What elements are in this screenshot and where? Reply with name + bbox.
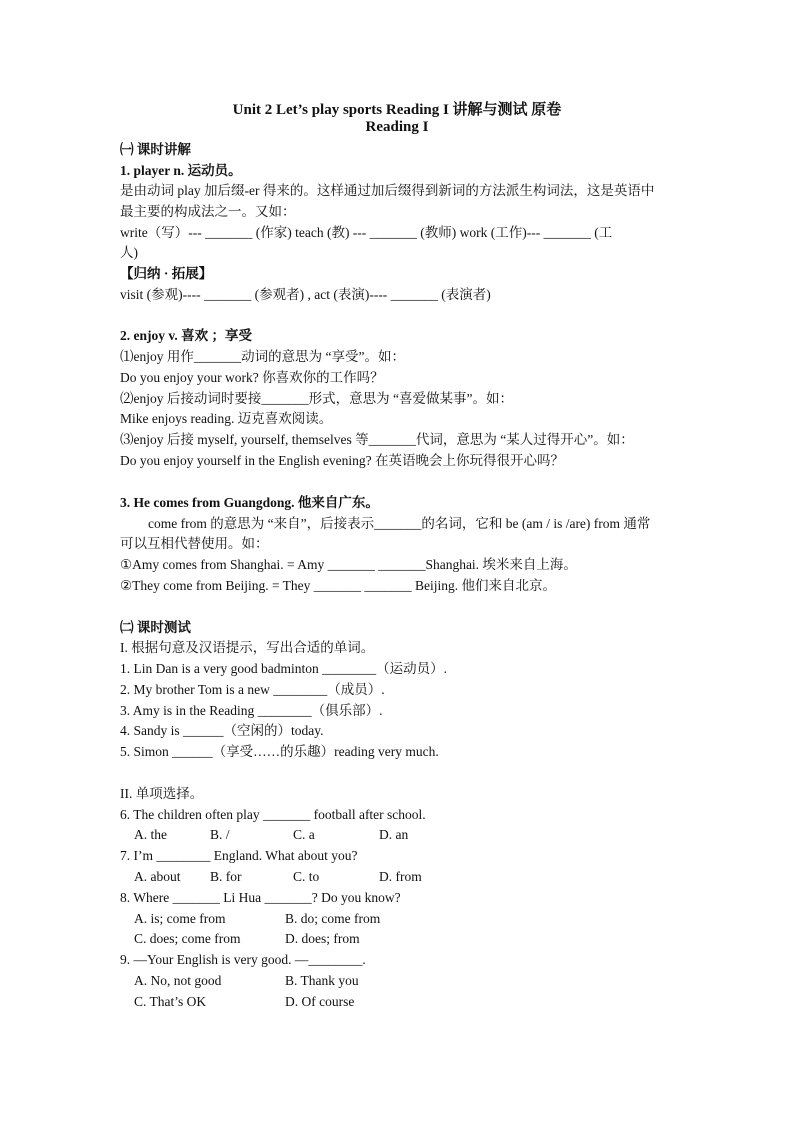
options-row [134, 930, 360, 948]
options-row [134, 993, 354, 1011]
option: A. about [134, 869, 181, 884]
part1-heading: ㈠ 课时讲解 [120, 142, 191, 157]
item2-heading: 2. enjoy v. 喜欢 ；享受 [120, 328, 253, 343]
fill-item: 4. Sandy is ______（空闲的）today. [120, 723, 324, 738]
options-row [134, 972, 359, 990]
item2-line: ⑴enjoy 用作_______动词的意思为 “享受”。如： [120, 349, 405, 364]
options-row [134, 868, 422, 886]
options-row [134, 910, 380, 928]
option: C. to [293, 869, 320, 884]
item1-text: 最主要的构成法之一。又如： [120, 204, 296, 219]
option: C. That’s OK [134, 994, 207, 1009]
option: C. a [293, 827, 315, 842]
fill-item: 1. Lin Dan is a very good badminton ________（运动员）. [120, 661, 447, 676]
document-title: Unit 2 Let’s play sports Reading I 讲解与测试 原卷 [232, 102, 562, 118]
section1-title: I. 根据句意及汉语提示，写出合适的单词。 [120, 640, 375, 655]
option: B. do; come from [285, 911, 381, 926]
expand-heading: 【归纳 · 拓展】 [120, 266, 213, 281]
item3-heading: 3. He comes from Guangdong. 他来自广东。 [120, 495, 379, 510]
option: D. does; from [285, 931, 360, 946]
item2-line: Do you enjoy your work? 你喜欢你的工作吗？ [120, 370, 384, 385]
item3-line: 可以互相代替使用。如： [120, 536, 269, 551]
option: A. is; come from [134, 911, 226, 926]
option: A. the [134, 827, 167, 842]
fill-item: 5. Simon ______（享受……的乐趣）reading very much. [120, 744, 439, 759]
option: C. does; come from [134, 931, 241, 946]
options-row [134, 826, 408, 844]
question: 7. I’m ________ England. What about you? [120, 848, 358, 863]
item1-text: 人) [120, 245, 138, 260]
question: 6. The children often play _______ football after school. [120, 807, 426, 822]
expand-text: visit (参观)---- _______ (参观者) , act (表演)---- _______ (表演者) [120, 287, 491, 302]
item3-line: ②They come from Beijing. = They _______ _______ Beijing. 他们来自北京。 [120, 578, 557, 593]
item3-line: ①Amy comes from Shanghai. = Amy _______ _______Shanghai. 埃米来自上海。 [120, 557, 577, 572]
question: 8. Where _______ Li Hua _______? Do you know? [120, 890, 401, 905]
option: D. from [379, 869, 422, 884]
option: D. an [379, 827, 409, 842]
option: B. Thank you [285, 973, 359, 988]
item2-line: ⑵enjoy 后接动词时要接_______形式，意思为 “喜爱做某事”。如： [120, 391, 513, 406]
item2-line: Do you enjoy yourself in the English evening? 在英语晚会上你玩得很开心吗？ [120, 453, 564, 468]
document-subtitle: Reading I [365, 119, 429, 135]
item2-line: ⑶enjoy 后接 myself, yourself, themselves 等_______代词，意思为 “某人过得开心”。如： [120, 432, 634, 447]
item1-text: 是由动词 play 加后缀-er 得来的。这样通过加后缀得到新词的方法派生构词法，这是英语中 [120, 183, 655, 198]
item3-line: come from 的意思为 “来自”，后接表示_______的名词，它和 be (am / is /are) from 通常 [148, 516, 651, 531]
option: A. No, not good [134, 973, 222, 988]
option: D. Of course [285, 994, 355, 1009]
fill-item: 3. Amy is in the Reading ________（俱乐部）. [120, 703, 383, 718]
item2-line: Mike enjoys reading. 迈克喜欢阅读。 [120, 411, 333, 426]
section2-title: II. 单项选择。 [120, 786, 204, 801]
item1-heading: 1. player n. 运动员。 [120, 163, 242, 178]
item1-text: write（写）--- _______ (作家) teach (教) --- _______ (教师) work (工作)--- _______ (工 [120, 225, 613, 240]
part2-heading: ㈡ 课时测试 [120, 620, 191, 635]
option: B. / [210, 827, 230, 842]
fill-item: 2. My brother Tom is a new ________（成员）. [120, 682, 385, 697]
question: 9. —Your English is very good. —________. [120, 952, 366, 967]
option: B. for [210, 869, 242, 884]
